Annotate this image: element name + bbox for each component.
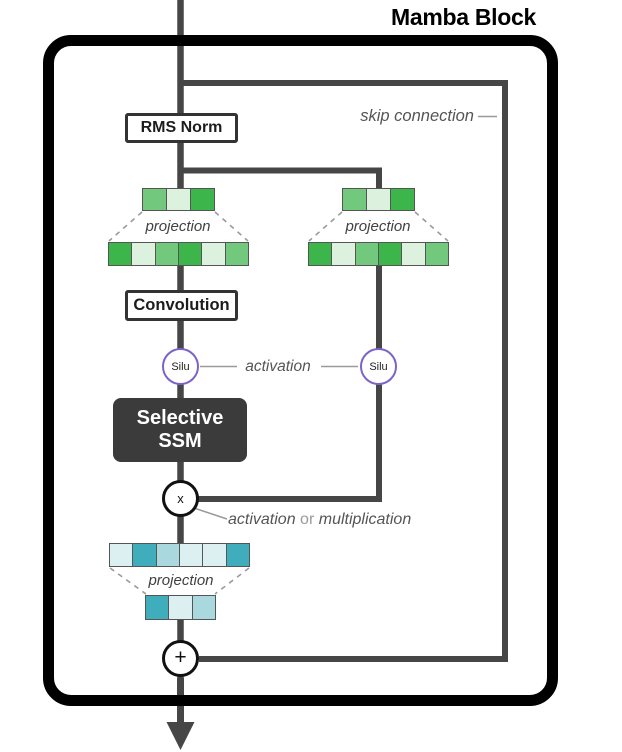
token-cell — [110, 544, 132, 566]
token-cell — [355, 243, 378, 265]
token-cell — [166, 189, 190, 210]
token-cell — [168, 596, 191, 619]
token-cell — [202, 544, 225, 566]
multiply-symbol: x — [177, 491, 184, 506]
projection-label-right: projection — [345, 218, 411, 235]
add-node — [162, 640, 199, 677]
token-cell — [390, 189, 414, 210]
token-cell — [146, 596, 168, 619]
aom-activation-text: activation — [228, 511, 296, 528]
silu-node-left — [162, 348, 199, 385]
token-cell — [225, 243, 248, 265]
activation-or-multiplication-label — [228, 511, 411, 529]
token-row-small-teal — [145, 595, 216, 620]
aom-or-text: or — [300, 511, 315, 528]
token-row-small-green-left — [142, 188, 215, 211]
token-row-large-green-left — [108, 242, 249, 266]
token-cell — [143, 189, 166, 210]
token-cell — [131, 243, 154, 265]
token-cell — [378, 243, 401, 265]
aom-multiplication-text: multiplication — [318, 511, 412, 528]
token-cell — [155, 243, 178, 265]
token-cell — [132, 544, 155, 566]
token-cell — [179, 544, 202, 566]
silu-label-left: Silu — [171, 360, 190, 373]
skip-connection-label: skip connection — [360, 107, 474, 125]
token-cell — [331, 243, 354, 265]
token-cell — [178, 243, 201, 265]
token-cell — [156, 544, 179, 566]
token-cell — [190, 189, 214, 210]
projection-label-left: projection — [145, 218, 211, 235]
projection-label-output: projection — [148, 572, 214, 589]
token-cell — [343, 189, 366, 210]
selective-ssm-label: Selective SSM — [136, 407, 224, 452]
token-cell — [425, 243, 448, 265]
token-cell — [109, 243, 131, 265]
token-cell — [401, 243, 424, 265]
silu-label-right: Silu — [369, 360, 388, 373]
rms-norm-label: RMS Norm — [140, 119, 223, 136]
activation-label: activation — [245, 358, 311, 375]
output-arrow-head-icon — [167, 722, 195, 750]
add-symbol: + — [174, 645, 187, 669]
token-cell — [201, 243, 224, 265]
token-row-small-green-right — [342, 188, 415, 211]
page-title: Mamba Block — [391, 4, 536, 30]
token-cell — [366, 189, 390, 210]
token-row-large-green-right — [308, 242, 449, 266]
token-row-large-teal — [109, 543, 250, 567]
selective-ssm-node — [113, 398, 247, 462]
silu-node-right — [360, 348, 397, 385]
convolution-label: Convolution — [133, 296, 230, 314]
convolution-node — [125, 290, 238, 321]
token-cell — [192, 596, 215, 619]
token-cell — [226, 544, 249, 566]
rms-norm-node — [125, 113, 238, 143]
multiply-node — [162, 480, 199, 517]
token-cell — [309, 243, 331, 265]
